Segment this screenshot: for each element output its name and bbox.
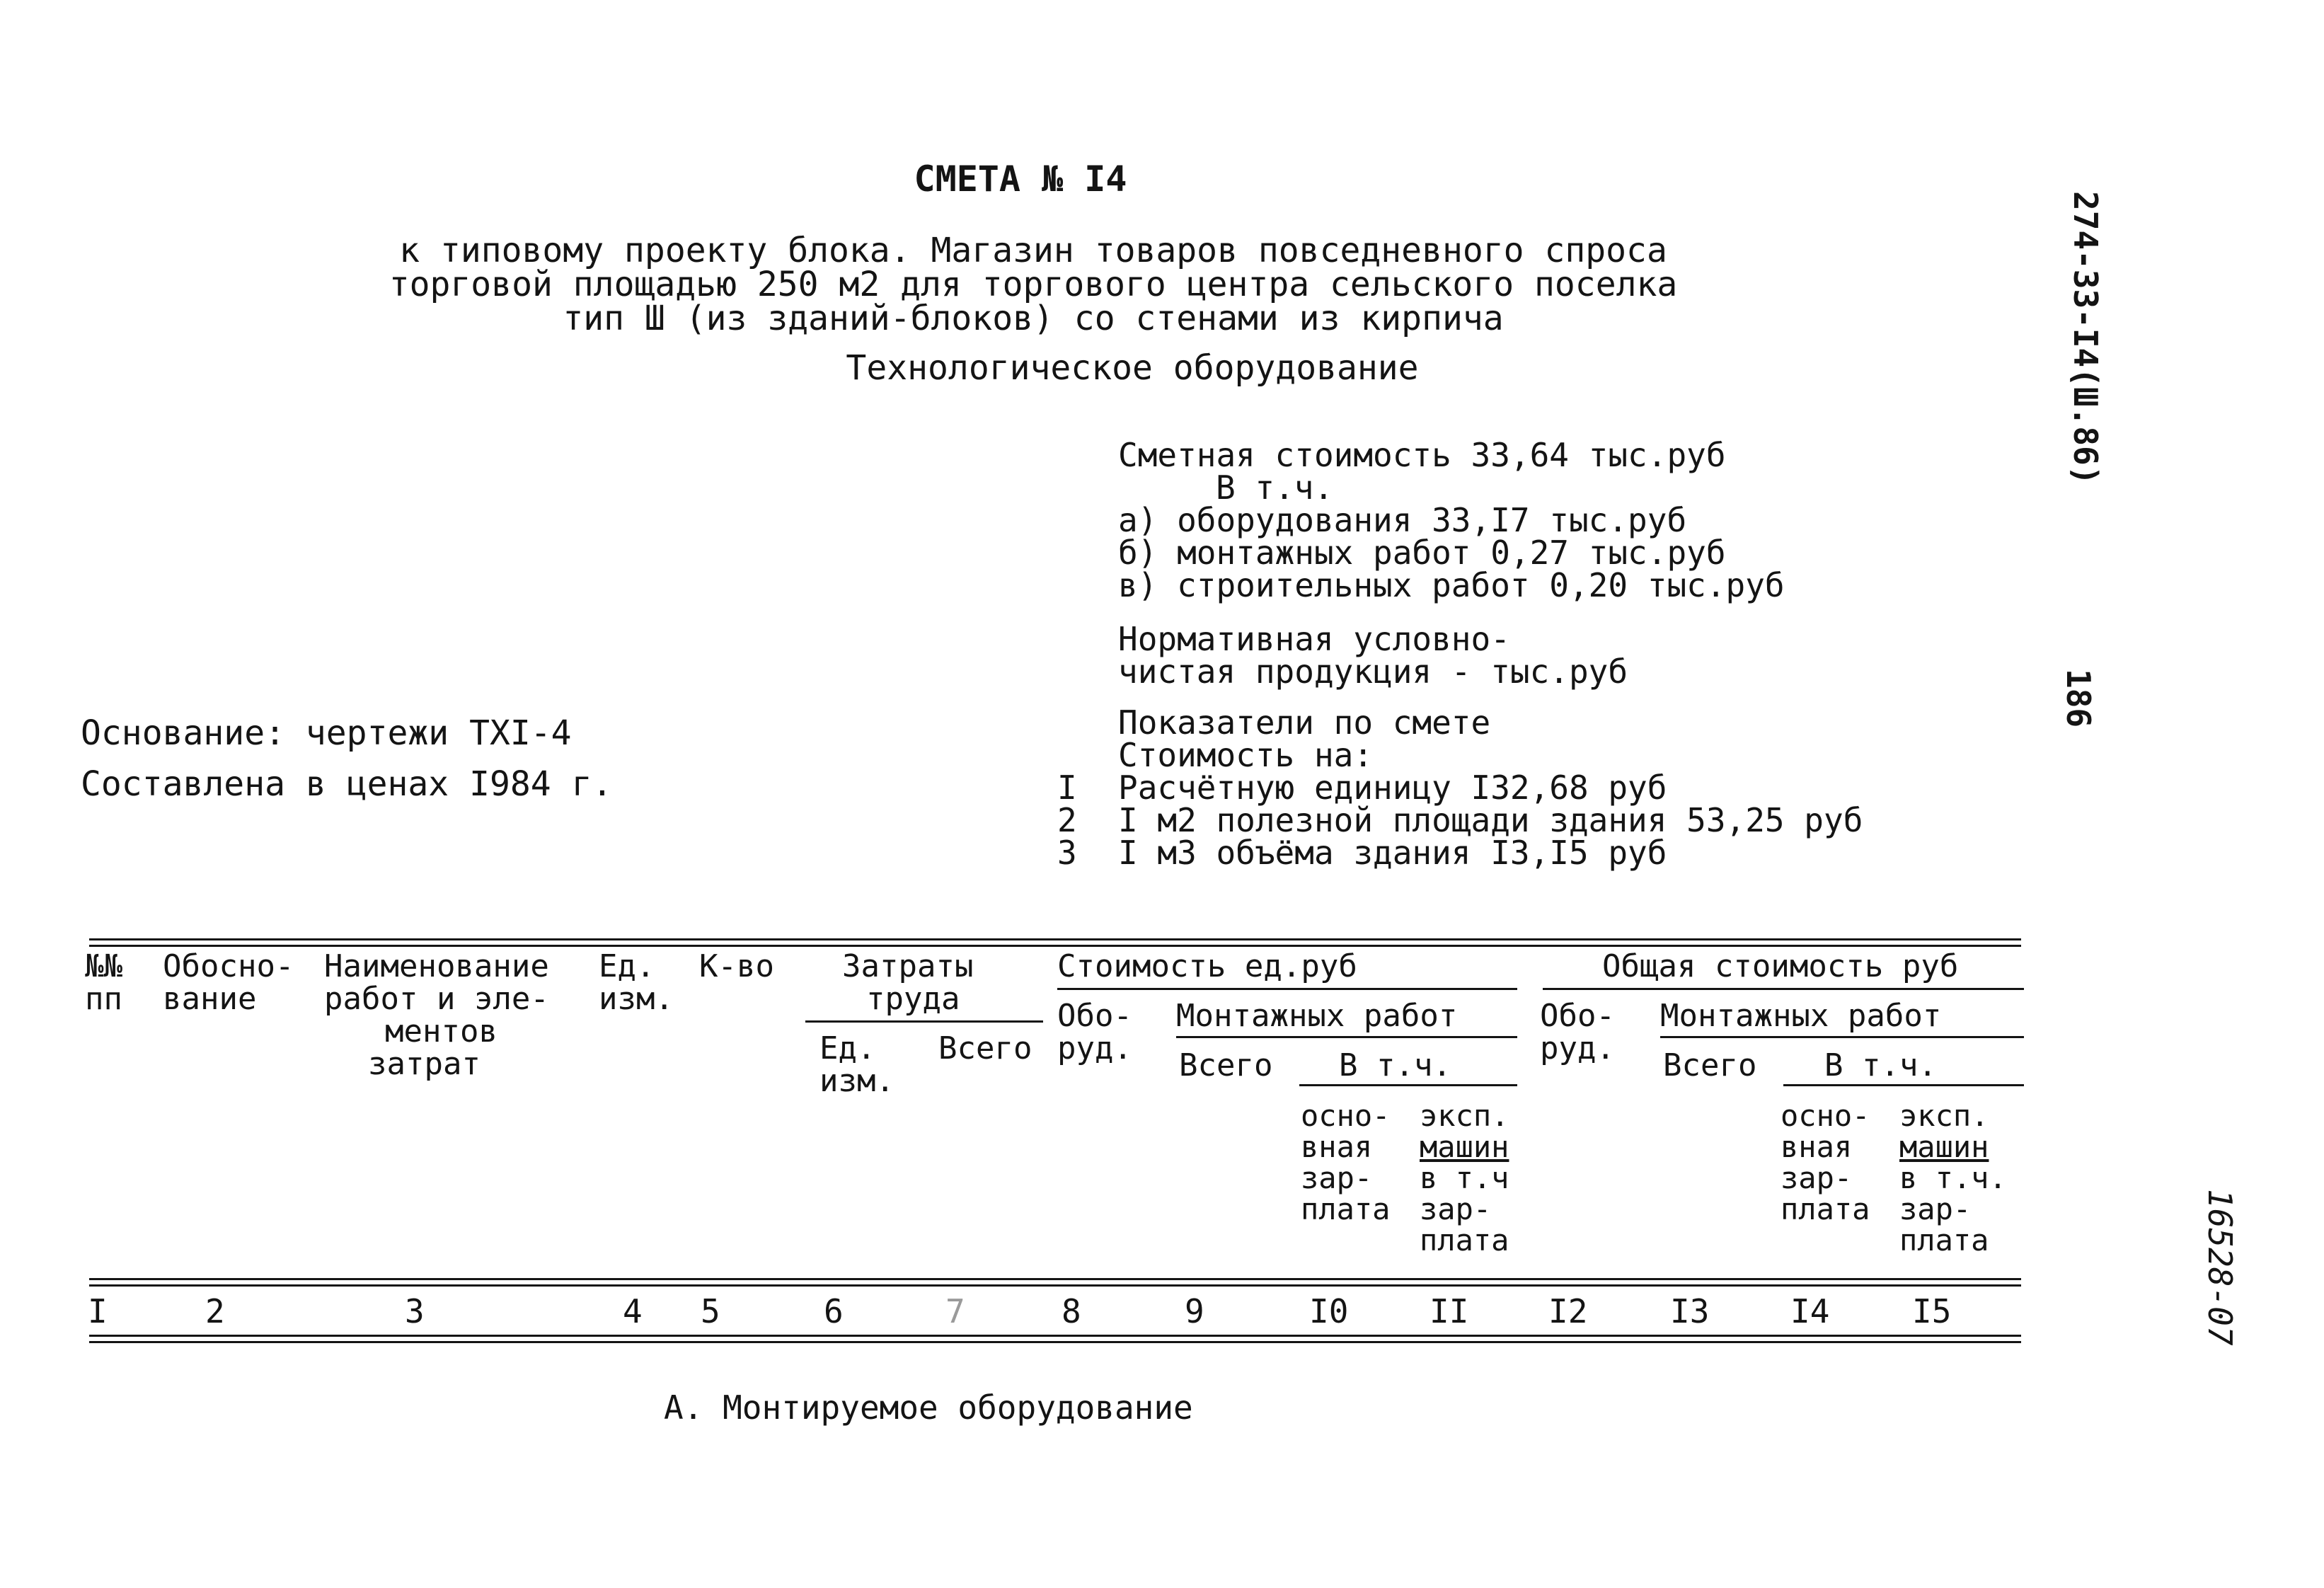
indicator-number: 2 [1057,801,1077,839]
indicator-number: I [1057,769,1077,807]
header-quantity: К-во [699,948,774,984]
column-number: 3 [405,1292,425,1330]
header-total-equipment: руд. [1540,1030,1615,1066]
header-total-machine: зар- [1899,1192,1972,1226]
header-work-name: ментов [385,1013,497,1049]
header-total-equipment: Обо- [1540,998,1615,1034]
header-unit: изм. [599,981,674,1017]
indicator-text: Расчётную единицу I32,68 руб [1118,769,1667,807]
header-labor-unit: Ед. [819,1030,876,1066]
labor-underline [805,1020,1043,1023]
header-unit-cost: Стоимость ед.руб [1057,948,1357,984]
total-mounting-underline [1660,1036,2024,1038]
unit-including-underline [1299,1084,1517,1086]
header-total-wage: зар- [1781,1161,1853,1195]
column-numbers-bottom-rule [89,1335,2021,1343]
column-number: I2 [1548,1292,1588,1330]
column-number: 9 [1185,1292,1204,1330]
header-row-number: №№ [85,948,122,984]
prices-line: Составлена в ценах I984 г. [81,764,613,804]
header-unit-wage: плата [1301,1192,1391,1226]
header-unit-wage: осно- [1301,1098,1391,1133]
section-title: Технологическое оборудование [846,348,1419,388]
column-number: I0 [1309,1292,1349,1330]
column-number: II [1430,1292,1469,1330]
indicators-subtitle: Стоимость на: [1118,736,1374,774]
header-row-number: пп [85,981,122,1017]
including-label: В т.ч. [1216,468,1334,507]
header-basis: Обосно- [163,948,294,984]
column-number: 6 [824,1292,844,1330]
header-total-mounting-total: Всего [1663,1047,1757,1083]
header-unit-machine: зар- [1420,1192,1492,1226]
subtitle-line-1: к типовому проекту блока. Магазин товаров повседневного спроса [399,231,1667,270]
column-number: 8 [1062,1292,1081,1330]
side-stamp-number: 16528-07 [2201,1189,2239,1346]
header-unit-mounting-total: Всего [1179,1047,1273,1083]
column-number: I5 [1912,1292,1952,1330]
header-labor: труда [866,981,960,1017]
header-unit-machine: плата [1420,1223,1509,1258]
header-unit-equipment: Обо- [1057,998,1132,1034]
header-total-mounting: Монтажных работ [1660,998,1942,1034]
unit-mounting-underline [1176,1036,1517,1038]
indicator-text: I м2 полезной площади здания 53,25 руб [1118,801,1863,839]
indicators-title: Показатели по смете [1118,703,1491,742]
header-work-name: Наименование [324,948,549,984]
column-number: 4 [623,1292,643,1330]
section-a-title: А. Монтируемое оборудование [664,1388,1193,1427]
normative-product-line-1: Нормативная условно- [1118,620,1510,658]
side-document-code: 274-33-I4(Ш.86) [2066,191,2105,485]
header-total-machine: машин [1899,1129,1989,1164]
header-total-machine: плата [1899,1223,1989,1258]
header-bottom-rule [89,1278,2021,1287]
header-basis: вание [163,981,257,1017]
unit-cost-underline [1057,988,1517,990]
column-number: 7 [945,1292,965,1330]
subtitle-line-3: тип Ш (из зданий-блоков) со стенами из кирпича [563,299,1504,338]
estimated-cost: Сметная стоимость 33,64 тыс.руб [1118,436,1726,474]
header-unit-mounting: Монтажных работ [1176,998,1458,1034]
subtitle-line-2: торговой площадью 250 м2 для торгового центра сельского поселка [389,265,1678,304]
column-number: 5 [701,1292,720,1330]
column-number: 2 [205,1292,225,1330]
column-number: I4 [1790,1292,1830,1330]
header-unit-machine: эксп. [1420,1098,1509,1133]
header-unit-wage: зар- [1301,1161,1373,1195]
basis-line: Основание: чертежи ТХI-4 [81,713,572,753]
table-top-rule [89,938,2021,947]
side-page-number: 186 [2059,669,2098,728]
total-including-underline [1783,1084,2024,1086]
column-number: I3 [1670,1292,1710,1330]
cost-mounting: б) монтажных работ 0,27 тыс.руб [1118,534,1726,572]
header-unit-machine: в т.ч [1420,1161,1509,1195]
indicator-number: 3 [1057,834,1077,872]
total-cost-underline [1543,988,2024,990]
cost-construction: в) строительных работ 0,20 тыс.руб [1118,566,1785,604]
header-unit: Ед. [599,948,655,984]
header-total-cost: Общая стоимость руб [1602,948,1959,984]
indicator-text: I м3 объёма здания I3,I5 руб [1118,834,1667,872]
header-total-wage: осно- [1781,1098,1870,1133]
header-total-machine: эксп. [1899,1098,1989,1133]
header-unit-wage: вная [1301,1129,1373,1164]
header-total-wage: вная [1781,1129,1853,1164]
header-work-name: затрат [368,1046,481,1082]
header-labor: Затраты [842,948,974,984]
header-total-wage: плата [1781,1192,1870,1226]
header-unit-machine: машин [1420,1129,1509,1164]
cost-equipment: а) оборудования 33,I7 тыс.руб [1118,501,1687,539]
header-work-name: работ и эле- [324,981,549,1017]
header-total-machine: в т.ч. [1899,1161,2007,1195]
header-labor-total: Всего [938,1030,1032,1066]
header-total-including: В т.ч. [1824,1047,1937,1083]
header-unit-including: В т.ч. [1339,1047,1451,1083]
document-title: СМЕТА № I4 [914,159,1127,200]
header-unit-equipment: руд. [1057,1030,1132,1066]
header-labor-unit: изм. [819,1063,894,1099]
normative-product-line-2: чистая продукция - тыс.руб [1118,652,1628,691]
column-number: I [88,1292,108,1330]
